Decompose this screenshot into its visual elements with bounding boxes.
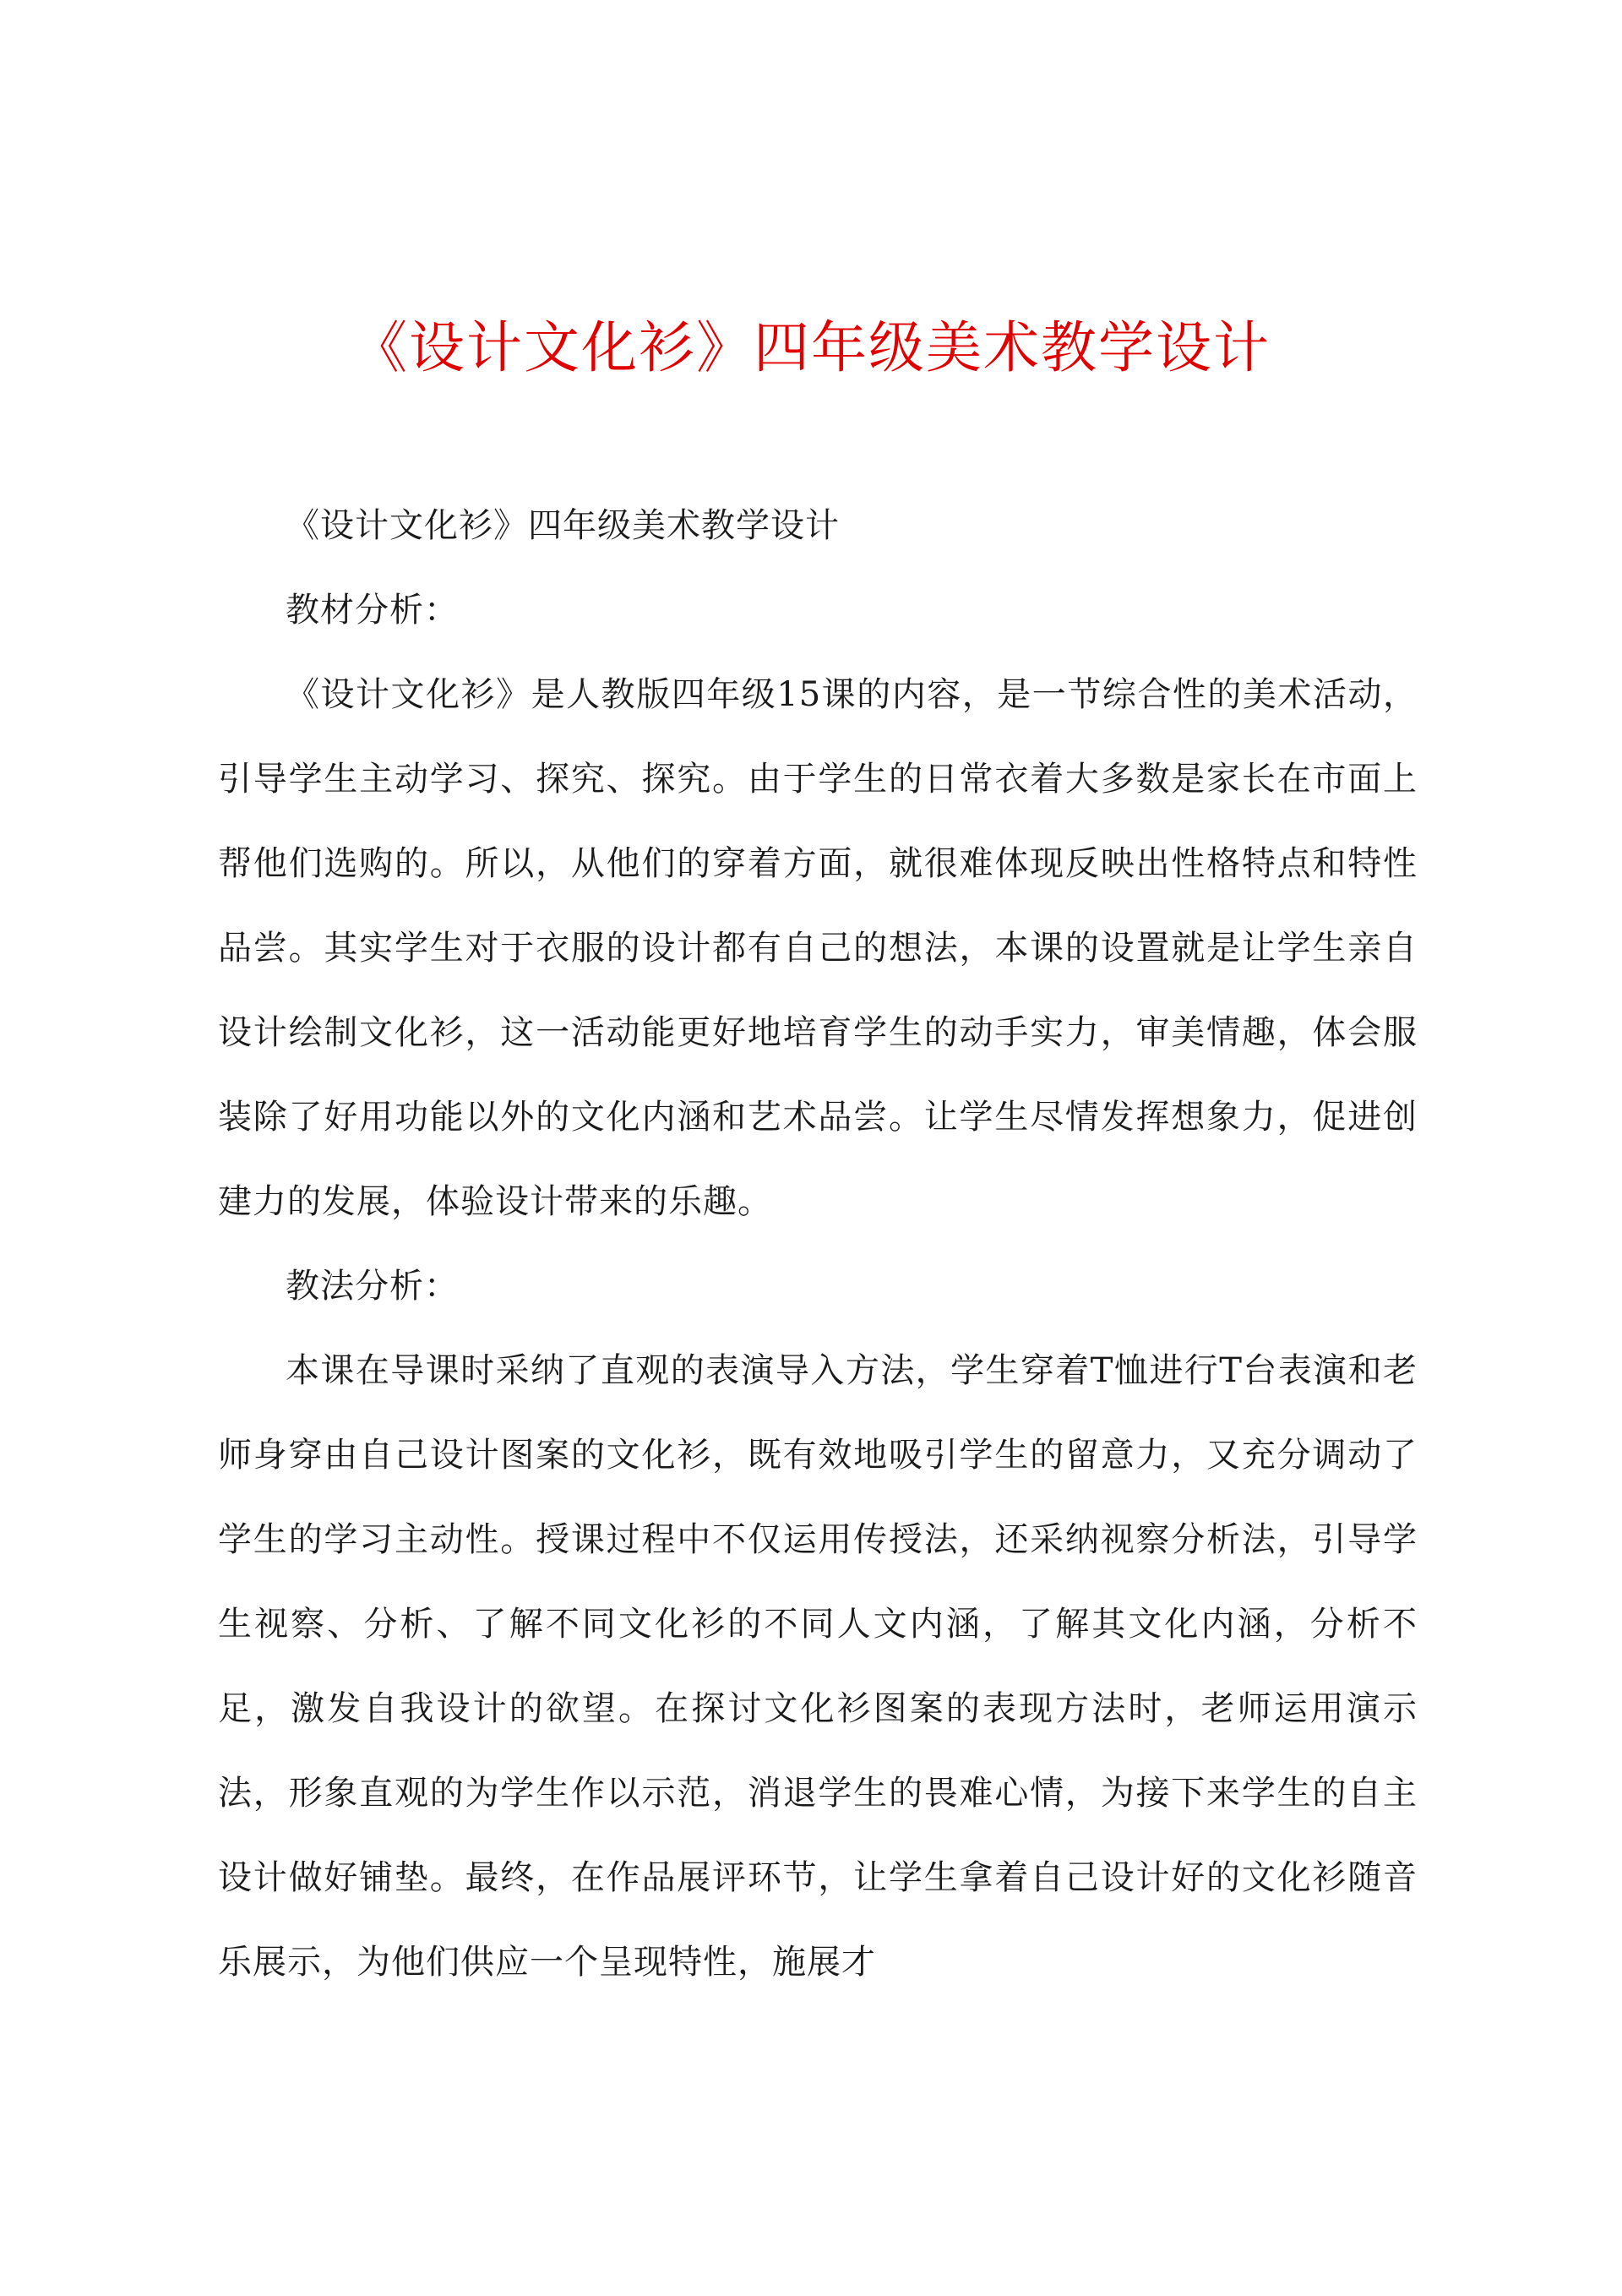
document-body [218,483,1418,2004]
section-heading-methods: 教法分析： [286,1267,459,1306]
materials-analysis-paragraph: 《设计文化衫》是人教版四年级15课的内容，是一节综合性的美术活动，引导学生主动学习、探究、探究。由于学生的日常衣着大多数是家长在市面上帮他们选购的。所以，从他们的穿着方面，就很难体现反映出性格特点和特性品尝。其实学生对于衣服的设计都有自己的想法，本课的设置就是让学生亲自设计绘制文化衫，这一活动能更好地培育学生的动手实力，审美情趣，体会服装除了好用功能以外的文化内涵和艺术品尝。让学生尽情发挥想象力，促进创建力的发展，体验设计带来的乐趣。 [218,675,1418,1221]
methods-analysis-paragraph: 本课在导课时采纳了直观的表演导入方法，学生穿着T恤进行T台表演和老师身穿由自己设计图案的文化衫，既有效地吸引学生的留意力，又充分调动了学生的学习主动性。授课过程中不仅运用传授法，还采纳视察分析法，引导学生视察、分析、了解不同文化衫的不同人文内涵，了解其文化内涵，分析不足，激发自我设计的欲望。在探讨文化衫图案的表现方法时，老师运用演示法，形象直观的为学生作以示范，消退学生的畏难心情，为接下来学生的自主设计做好铺垫。最终，在作品展评环节，让学生拿着自己设计好的文化衫随音乐展示，为他们供应一个呈现特性，施展才 [218,1351,1418,1982]
section-heading-materials: 教材分析： [286,591,459,630]
subtitle-paragraph: 《设计文化衫》四年级美术教学设计 [286,506,840,545]
document-title: 《设计文化衫》四年级美术教学设计 [351,315,1271,380]
